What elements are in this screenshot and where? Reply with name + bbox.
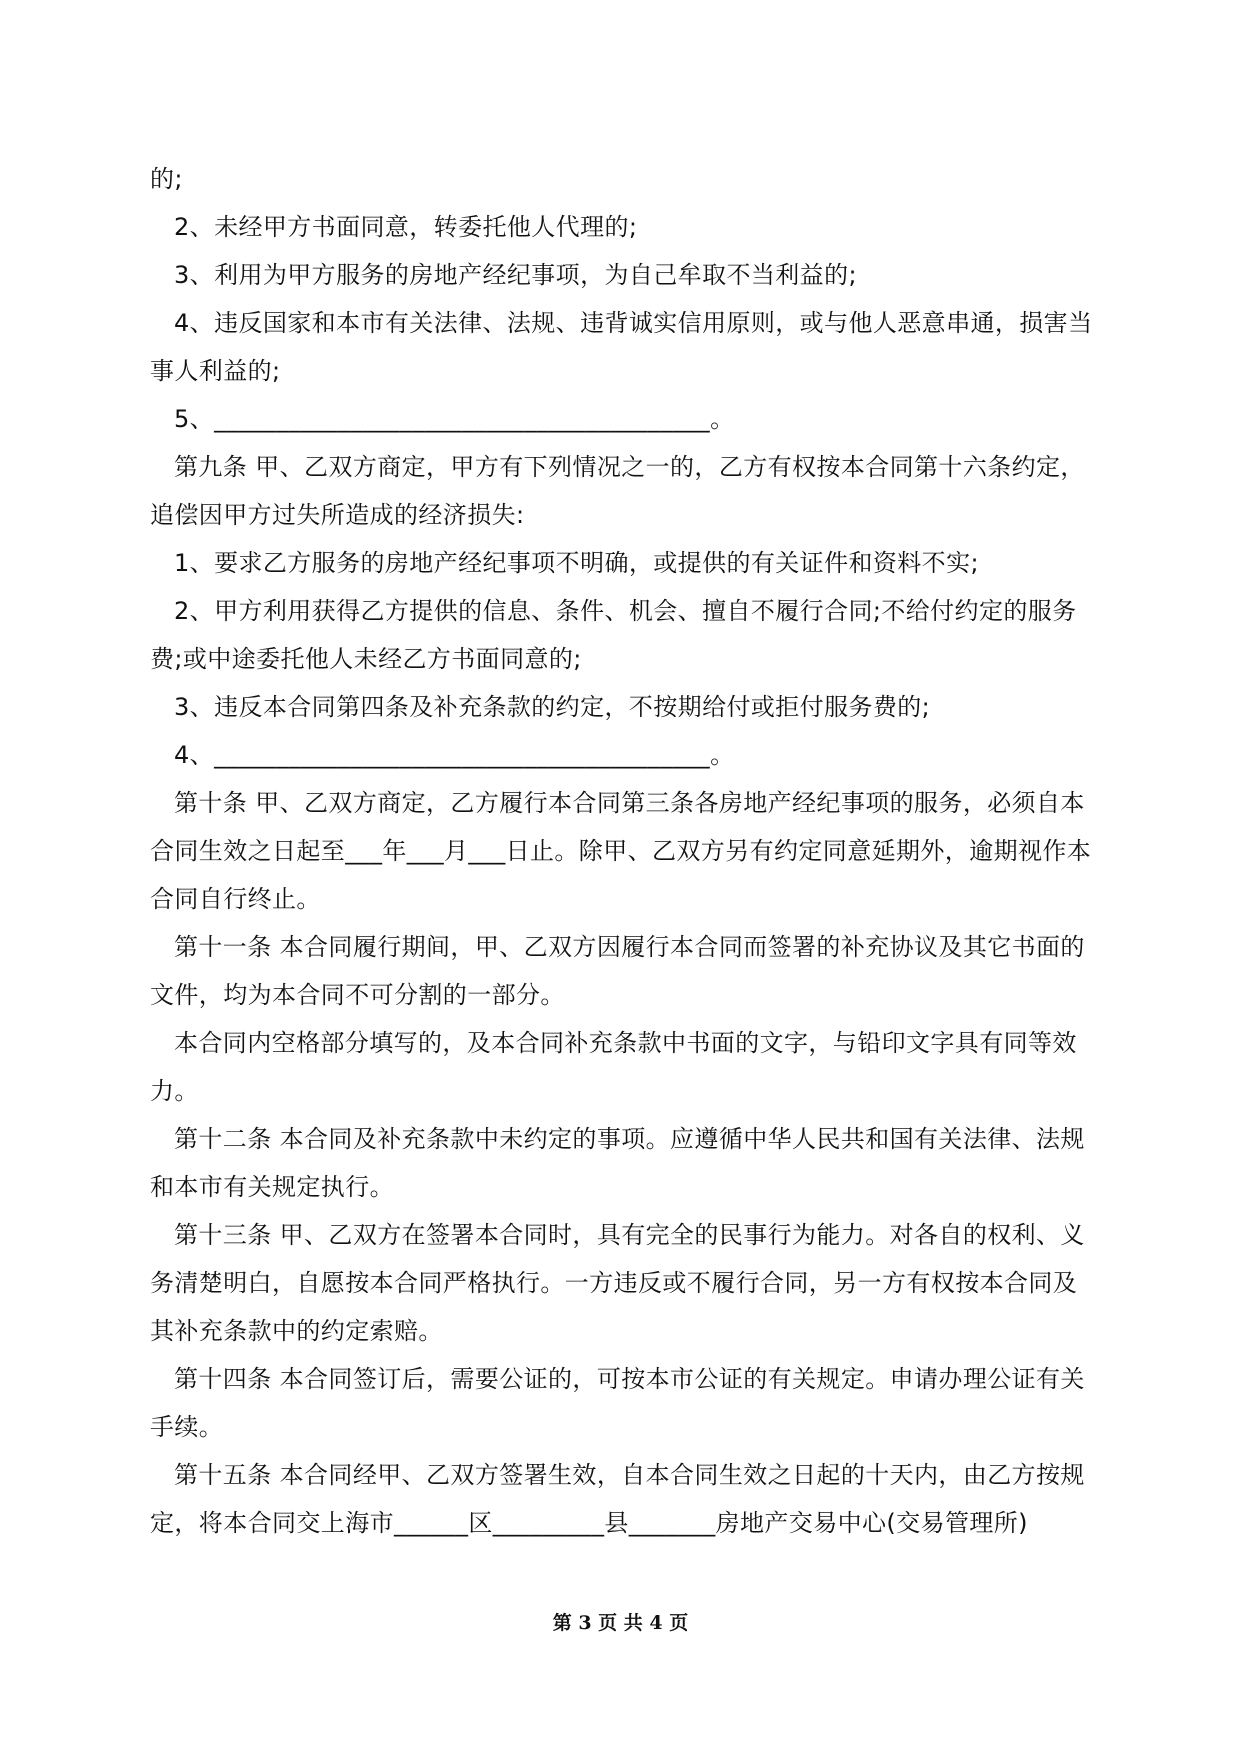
paragraph: 5、________________________________________。 [174, 405, 735, 433]
paragraph: 第十三条 甲、乙双方在签署本合同时，具有完全的民事行为能力。对各自的权利、义务清楚明白，自愿按本合同严格执行。一方违反或不履行合同，另一方有权按本合同及其补充条款中的约定索赔。 [150, 1221, 1085, 1345]
page-number-footer: 第 3 页 共 4 页 [552, 1612, 689, 1634]
document-body [150, 155, 1100, 1547]
paragraph: 第十五条 本合同经甲、乙双方签署生效，自本合同生效之日起的十天内，由乙方按规定，将本合同交上海市______区_________县_______房地产交易中心(交易管理所) [150, 1461, 1085, 1537]
paragraph: 第十条 甲、乙双方商定，乙方履行本合同第三条各房地产经纪事项的服务，必须自本合同生效之日起至___年___月___日止。除甲、乙双方另有约定同意延期外，逾期视作本合同自行终止。 [150, 789, 1092, 913]
paragraph: 2、甲方利用获得乙方提供的信息、条件、机会、擅自不履行合同;不给付约定的服务费;或中途委托他人未经乙方书面同意的; [150, 597, 1077, 673]
paragraph: 4、违反国家和本市有关法律、法规、违背诚实信用原则，或与他人恶意串通，损害当事人利益的; [150, 309, 1093, 385]
paragraph: 4、________________________________________。 [174, 741, 735, 769]
paragraph: 3、利用为甲方服务的房地产经纪事项，为自己牟取不当利益的; [174, 261, 857, 289]
paragraph: 3、违反本合同第四条及补充条款的约定，不按期给付或拒付服务费的; [174, 693, 931, 721]
paragraph: 1、要求乙方服务的房地产经纪事项不明确，或提供的有关证件和资料不实; [174, 549, 979, 577]
paragraph: 第十二条 本合同及补充条款中未约定的事项。应遵循中华人民共和国有关法律、法规和本市有关规定执行。 [150, 1125, 1085, 1201]
paragraph: 第十四条 本合同签订后，需要公证的，可按本市公证的有关规定。申请办理公证有关手续。 [150, 1365, 1085, 1441]
paragraph: 第九条 甲、乙双方商定，甲方有下列情况之一的，乙方有权按本合同第十六条约定，追偿因甲方过失所造成的经济损失: [150, 453, 1085, 529]
paragraph: 第十一条 本合同履行期间，甲、乙双方因履行本合同而签署的补充协议及其它书面的文件，均为本合同不可分割的一部分。 [150, 933, 1085, 1009]
paragraph: 的; [150, 165, 183, 193]
paragraph: 2、未经甲方书面同意，转委托他人代理的; [174, 213, 638, 241]
paragraph: 本合同内空格部分填写的，及本合同补充条款中书面的文字，与铅印文字具有同等效力。 [150, 1029, 1077, 1105]
